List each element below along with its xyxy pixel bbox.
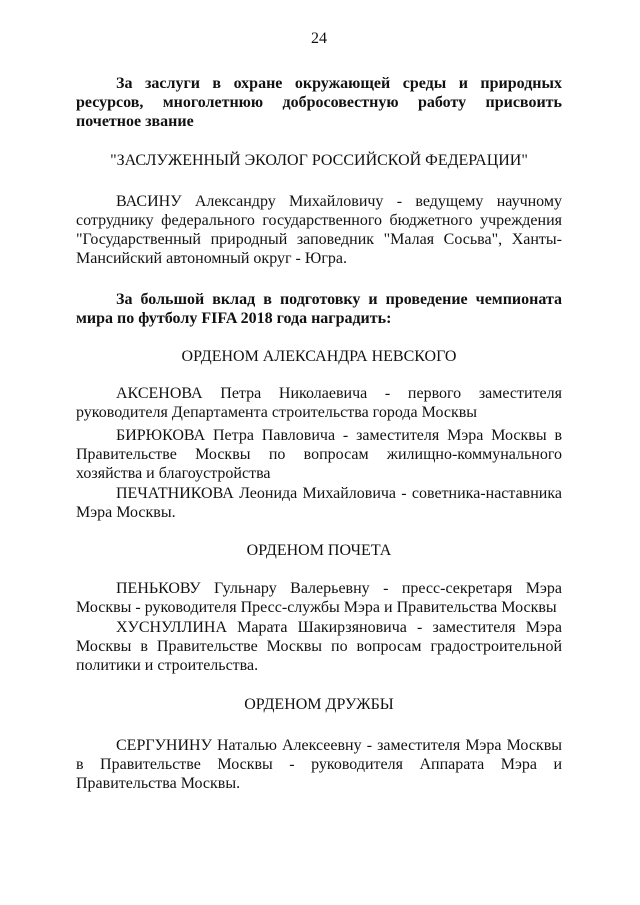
award-heading-nevsky-text: ОРДЕНОМ АЛЕКСАНДРА НЕВСКОГО xyxy=(181,348,457,365)
award-heading-ecologist xyxy=(76,151,562,170)
award-heading-friendship-text: ОРДЕНОМ ДРУЖБЫ xyxy=(244,696,394,713)
page-number: 24 xyxy=(311,30,327,47)
award-entry-biryukov: БИРЮКОВА Петра Павловича - заместителя Мэра Москвы в Правительстве Москвы по вопросам жилищно-коммунального хозяйства и благоустройства xyxy=(76,427,562,482)
award-heading-honor-text: ОРДЕНОМ ПОЧЕТА xyxy=(246,542,392,559)
award-entry-aksenov: АКСЕНОВА Петра Николаевича - первого заместителя руководителя Департамента строительства города Москвы xyxy=(76,385,562,421)
award-heading-friendship xyxy=(76,695,562,714)
award-entry-pechatnikov: ПЕЧАТНИКОВА Леонида Михайловича - советника-наставника Мэра Москвы. xyxy=(76,485,562,521)
award-entry-sergunina: СЕРГУНИНУ Наталью Алексеевну - заместителя Мэра Москвы в Правительстве Москвы - руководителя Аппарата Мэра и Правительства Москвы. xyxy=(76,737,562,792)
award-intro-fifa: За большой вклад в подготовку и проведение чемпионата мира по футболу FIFA 2018 года наградить: xyxy=(76,291,562,327)
award-intro-ecology: За заслуги в охране окружающей среды и природных ресурсов, многолетнюю добросовестную работу присвоить почетное звание xyxy=(76,75,562,130)
award-entry-penkova: ПЕНЬКОВУ Гульнару Валерьевну - пресс-секретаря Мэра Москвы - руководителя Пресс-службы Мэра и Правительства Москвы xyxy=(76,580,562,616)
award-heading-honor xyxy=(76,541,562,560)
award-heading-nevsky xyxy=(76,347,562,366)
award-entry-vasin: ВАСИНУ Александру Михайловичу - ведущему научному сотруднику федерального государственного бюджетного учреждения "Государственный природный заповедник "Малая Сосьва", Ханты-Мансийский автономный округ - Югра. xyxy=(76,193,562,267)
award-heading-ecologist-text: "ЗАСЛУЖЕННЫЙ ЭКОЛОГ РОССИЙСКОЙ ФЕДЕРАЦИИ" xyxy=(110,152,528,169)
award-entry-khusnullin: ХУСНУЛЛИНА Марата Шакирзяновича - заместителя Мэра Москвы в Правительстве Москвы по вопросам градостроительной политики и строительства. xyxy=(76,619,562,674)
